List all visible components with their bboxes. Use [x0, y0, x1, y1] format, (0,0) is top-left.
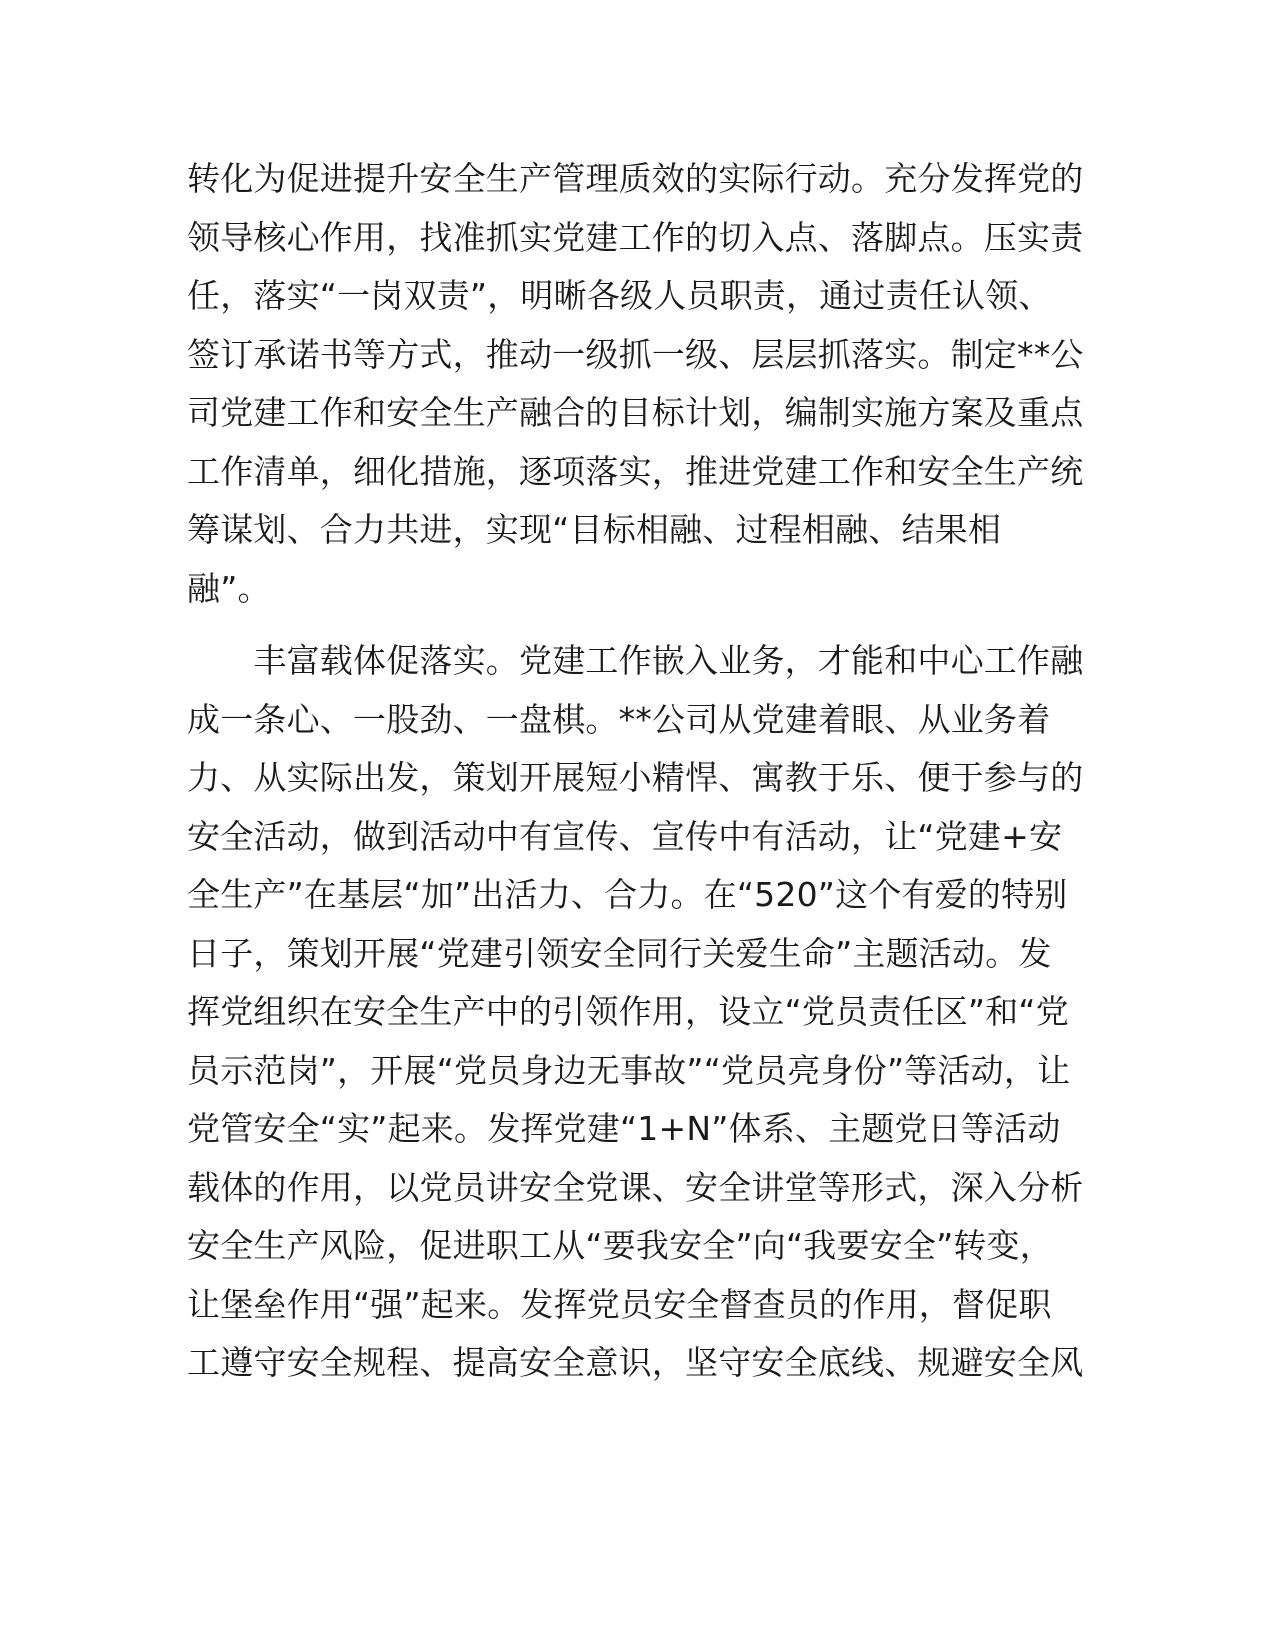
text-line: 工作清单，细化措施，逐项落实，推进党建工作和安全生产统	[187, 451, 1084, 491]
text-line: 员示范岗”，开展“党员身边无事故”“党员亮身份”等活动，让	[187, 1050, 1071, 1090]
text-line: 安全生产风险，促进职工从“要我安全”向“我要安全”转变，	[187, 1226, 1053, 1265]
text-line: 筹谋划、合力共进，实现“目标相融、过程相融、结果相	[187, 510, 1002, 549]
text-line: 司党建工作和安全生产融合的目标计划，编制实施方案及重点	[187, 393, 1084, 432]
text-line: 融”。	[187, 568, 271, 608]
text-line: 丰富载体促落实。党建工作嵌入业务，才能和中心工作融	[187, 641, 1084, 680]
text-line: 领导核心作用，找准抓实党建工作的切入点、落脚点。压实责	[187, 217, 1084, 257]
text-line: 签订承诺书等方式，推动一级抓一级、层层抓落实。制定**公	[187, 334, 1084, 374]
text-line: 力、从实际出发，策划开展短小精悍、寓教于乐、便于参与的	[187, 758, 1084, 797]
paragraph-2	[187, 632, 1087, 1393]
text-line: 安全活动，做到活动中有宣传、宣传中有活动，让“党建+安	[187, 816, 1063, 856]
text-line: 让堡垒作用“强”起来。发挥党员安全督查员的作用，督促职	[187, 1284, 1052, 1324]
text-line: 党管安全“实”起来。发挥党建“1+N”体系、主题党日等活动	[187, 1109, 1061, 1148]
text-line: 任，落实“一岗双责”，明晰各级人员职责，通过责任认领、	[187, 276, 1052, 315]
text-line: 载体的作用，以党员讲安全党课、安全讲堂等形式，深入分析	[187, 1167, 1084, 1207]
paragraph-1	[187, 150, 1087, 618]
text-line: 全生产”在基层“加”出活力、合力。在“520”这个有爱的特别	[187, 875, 1068, 914]
text-line: 挥党组织在安全生产中的引领作用，设立“党员责任区”和“党	[187, 992, 1069, 1031]
text-line: 成一条心、一股劲、一盘棋。**公司从党建着眼、从业务着	[187, 699, 1051, 739]
text-line: 转化为促进提升安全生产管理质效的实际行动。充分发挥党的	[187, 159, 1084, 198]
body-text	[187, 150, 1087, 1393]
text-line: 工遵守安全规程、提高安全意识，坚守安全底线、规避安全风	[187, 1343, 1084, 1382]
paragraph-gap	[187, 618, 1087, 632]
text-line: 日子，策划开展“党建引领安全同行关爱生命”主题活动。发	[187, 933, 1052, 973]
